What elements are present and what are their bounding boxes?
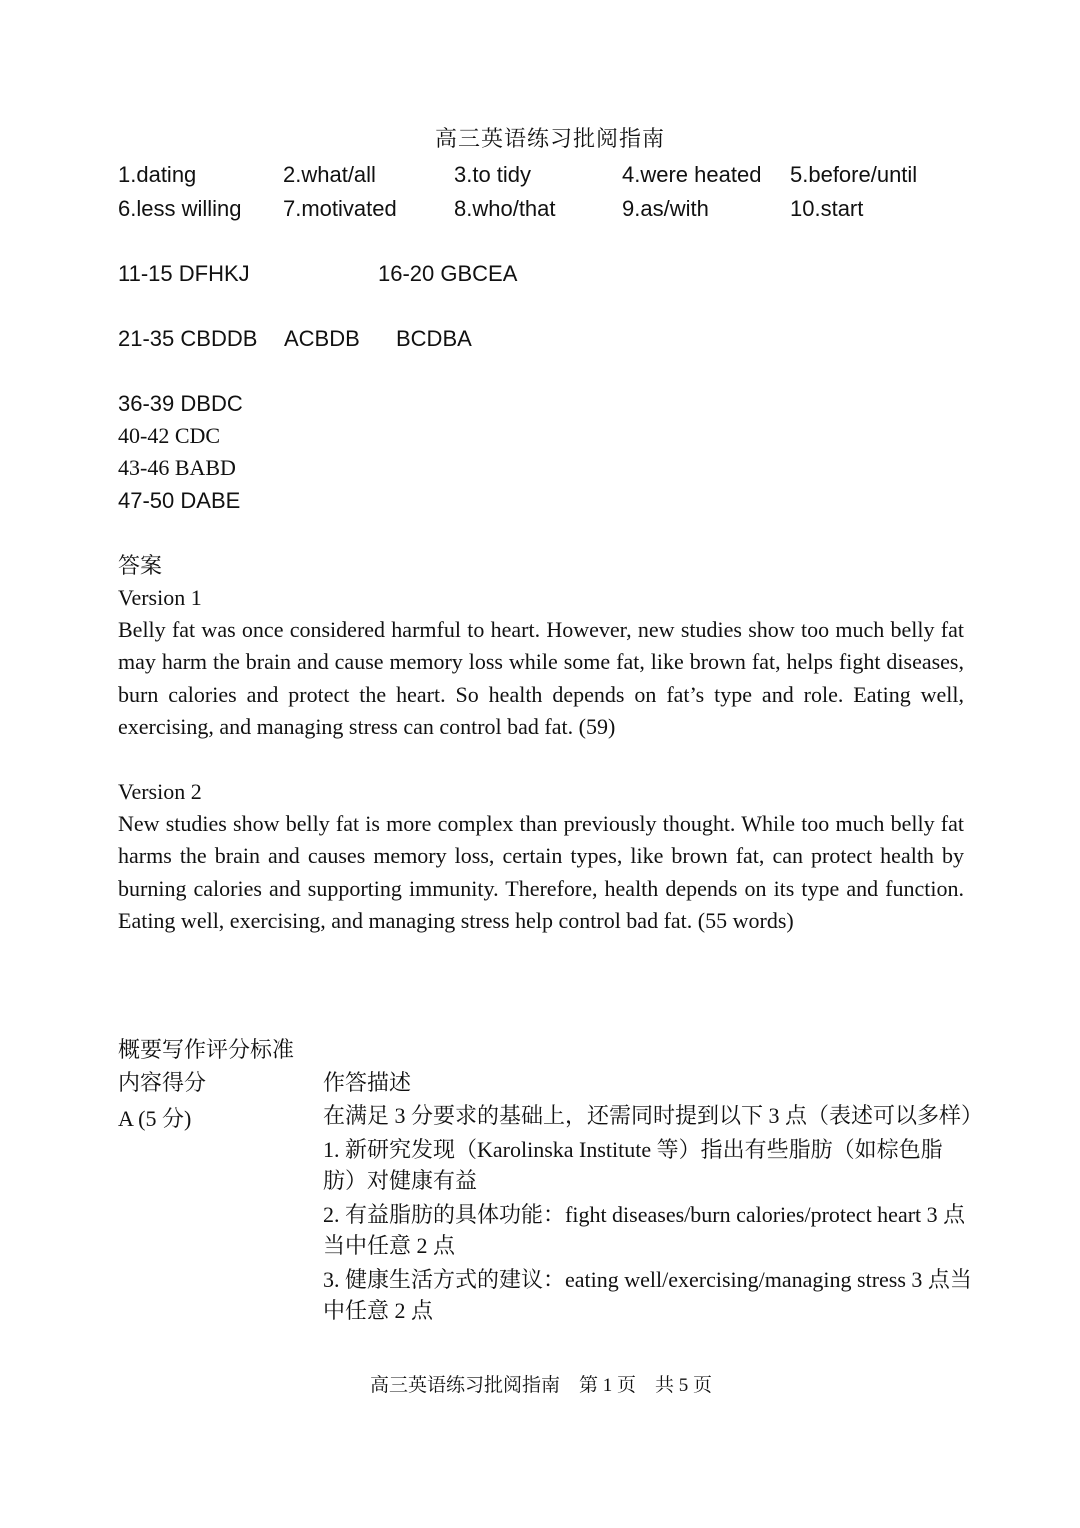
page-footer: 高三英语练习批阅指南 第 1 页 共 5 页 — [369, 1375, 712, 1396]
rubric-intro: 在满足 3 分要求的基础上，还需同时提到以下 3 点（表述可以多样） — [323, 1103, 984, 1128]
version-2-text: New studies show belly fat is more complex than previously thought. While too much belly fat harms the brain and causes memory loss, certain types, like brown fat, can protect health by burning calories and supporting immunity. Therefore, health depends on its type and function. Eating well, exercising, and managing stress help control bad fat. (55 words) — [118, 811, 964, 933]
rubric-grade-a: A (5 分) — [118, 1106, 192, 1131]
grammar-answer: 10.start — [790, 196, 864, 221]
answer-group: ACBDB — [284, 326, 360, 351]
reading-answers-line-6: 47-50 DABE — [118, 488, 241, 513]
grammar-answer: 8.who/that — [454, 196, 556, 221]
grammar-answer: 2.what/all — [283, 162, 376, 187]
version-2-label: Version 2 — [118, 779, 202, 804]
rubric-heading: 概要写作评分标准 — [118, 1037, 295, 1062]
rubric-col-score-header: 内容得分 — [118, 1070, 207, 1095]
rubric-point: 1. 新研究发现（Karolinska Institute 等）指出有些脂肪（如棕色脂肪）对健康有益 — [323, 1136, 943, 1193]
answer-group: 21-35 CBDDB — [118, 326, 258, 351]
version-1-text: Belly fat was once considered harmful to heart. However, new studies show too much belly fat may harm the brain and cause memory loss while some fat, like brown fat, helps fight diseases, burn calories and protect the heart. So health depends on fat’s type and role. Eating well, exercising, and managing stress can control bad fat. (59) — [118, 617, 964, 739]
reading-answers-line-5: 43-46 BABD — [118, 455, 236, 480]
page-title: 高三英语练习批阅指南 — [434, 126, 665, 151]
rubric-grade-a-description — [323, 1100, 984, 1327]
reading-answers-line-4: 40-42 CDC — [118, 423, 221, 448]
rubric-point: 3. 健康生活方式的建议：eating well/exercising/managing stress 3 点当中任意 2 点 — [323, 1266, 972, 1323]
rubric-col-desc-header: 作答描述 — [323, 1070, 412, 1095]
answer-heading: 答案 — [118, 553, 163, 578]
rubric-point: 2. 有益脂肪的具体功能：fight diseases/burn calories/protect heart 3 点当中任意 2 点 — [323, 1201, 966, 1258]
version-1-label: Version 1 — [118, 585, 202, 610]
grammar-answer: 1.dating — [118, 162, 197, 187]
grammar-answer: 3.to tidy — [454, 162, 532, 187]
grammar-answer: 9.as/with — [622, 196, 709, 221]
answer-group: 11-15 DFHKJ — [118, 261, 250, 286]
grammar-answer: 4.were heated — [622, 162, 762, 187]
reading-answers-line-3: 36-39 DBDC — [118, 391, 243, 416]
answer-group: 16-20 GBCEA — [378, 261, 518, 286]
answer-group: BCDBA — [396, 326, 472, 351]
grammar-answer: 7.motivated — [283, 196, 397, 221]
grammar-answer: 5.before/until — [790, 162, 918, 187]
grammar-answer: 6.less willing — [118, 196, 242, 221]
